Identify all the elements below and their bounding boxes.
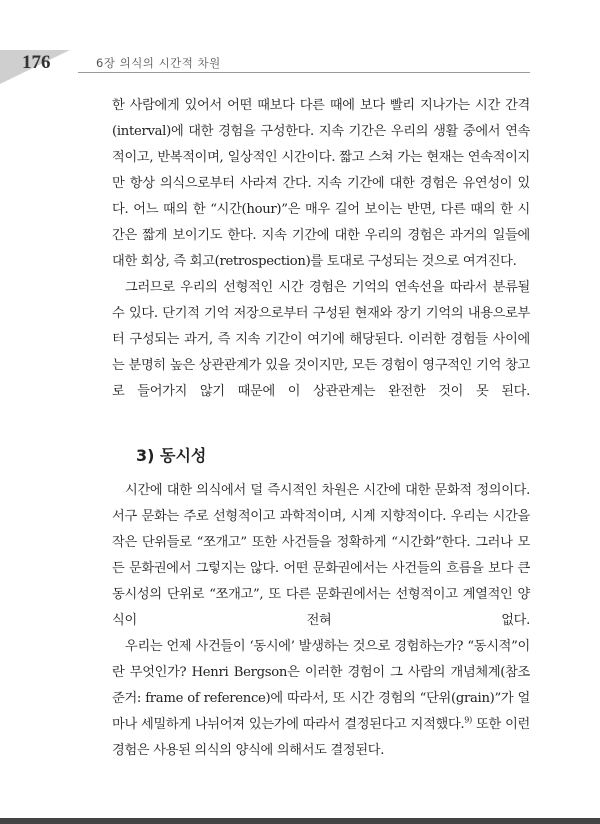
paragraph-3: 시간에 대한 의식에서 덜 즉시적인 차원은 시간에 대한 문화적 정의이다. 서구 문화는 주로 선형적이고 과학적이며, 시계 지향적이다. 우리는 시간을 작은 단위들로 “쪼개고” 또한 사건들을 정확하게 “시간화”한다. 그러나 모든 문화권에서 그렇지는 않다. 어떤 문화권에서는 사건들의 흐름을 보다 큰 동시성의 단위로 “쪼개고”, 또 다른 문화권에서는 선형적이고 계열적인 양식이 전혀 없다.	[112, 483, 530, 628]
paragraph-1: 한 사람에게 있어서 어떤 때보다 다른 때에 보다 빨리 지나가는 시간 간격(interval)에 대한 경험을 구성한다. 지속 기간은 우리의 생활 중에서 연속적이고, 반복적이며, 일상적인 시간이다. 짧고 스쳐 가는 현재는 연속적이지만 항상 의식으로부터 사라져 간다. 지속 기간에 대한 경험은 유연성이 있다. 어느 때의 한 “시간(hour)”은 매우 길어 보이는 반면, 다른 때의 한 시간은 짧게 보이기도 한다. 지속 기간에 대한 우리의 경험은 과거의 일들에 대한 회상, 즉 회고(retrospection)를 토대로 구성되는 것으로 여겨진다.	[112, 98, 530, 269]
chapter-title: 6장 의식의 시간적 차원	[96, 56, 221, 70]
paragraph-4-text: 우리는 언제 사건들이 ‘동시에’ 발생하는 것으로 경험하는가? “동시적”이란 무엇인가? Henri Bergson은 이러한 경험이 그 사람의 개념체계(참조준거: frame of reference)에 따라서, 또 시간 경험의 “단위(grain)”가 얼마나 세밀하게 나뉘어져 있는가에 따라서 결정된다고 지적했다.	[112, 639, 530, 732]
body-text	[112, 93, 530, 764]
page-header	[0, 0, 600, 90]
section-heading: 3) 동시성	[136, 446, 207, 465]
page-number: 176	[22, 52, 51, 73]
paragraph-4	[112, 634, 530, 764]
page-bottom-bar	[0, 818, 600, 824]
paragraph-4-tail: 또한 이런 경험은 사용된 의식의 양식에 의해서도 결정된다.	[112, 717, 530, 758]
header-rule	[78, 72, 530, 73]
footnote-reference[interactable]: 9)	[464, 715, 472, 725]
paragraph-2: 그러므로 우리의 선형적인 시간 경험은 기억의 연속선을 따라서 분류될 수 있다. 단기적 기억 저장으로부터 구성된 현재와 장기 기억의 내용으로부터 구성되는 과거, 즉 지속 기간이 여기에 해당된다. 이러한 경험들 사이에는 분명히 높은 상관관계가 있을 것이지만, 모든 경험이 영구적인 기억 창고로 들어가지 않기 때문에 이 상관관계는 완전한 것이 못 된다.	[112, 280, 530, 399]
